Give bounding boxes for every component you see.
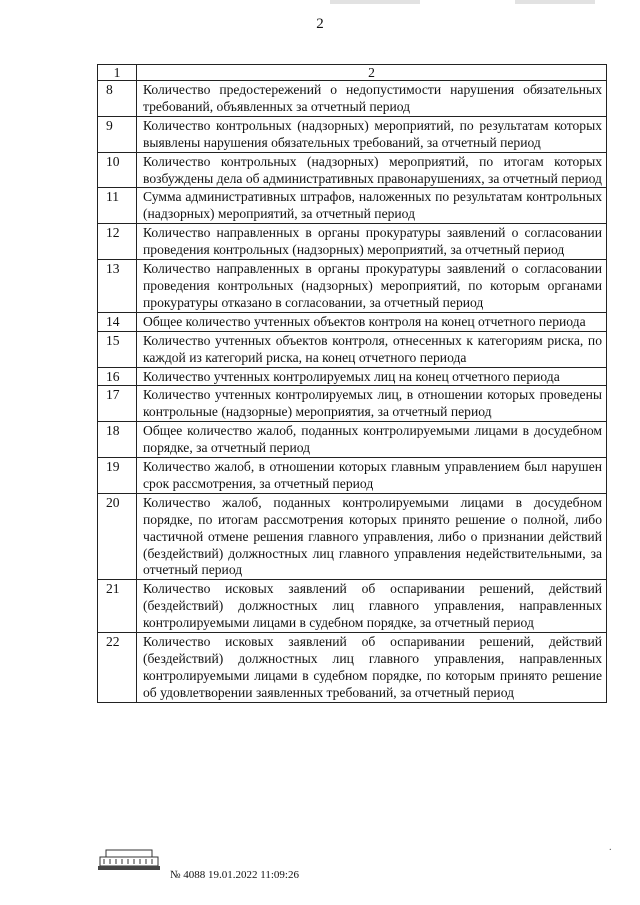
indicator-text: Количество учтенных контролируемых лиц на конец отчетного периода	[137, 367, 607, 386]
indicator-text: Общее количество учтенных объектов контроля на конец отчетного периода	[137, 312, 607, 331]
row-number: 19	[98, 458, 137, 494]
row-number: 17	[98, 386, 137, 422]
row-number: 20	[98, 493, 137, 580]
header-col-2: 2	[137, 65, 607, 81]
table-row	[98, 81, 607, 117]
table-header-row	[98, 65, 607, 81]
row-number: 13	[98, 260, 137, 313]
table-row	[98, 260, 607, 313]
document-registration-code: № 4088 19.01.2022 11:09:26	[170, 869, 299, 881]
indicator-text: Количество предостережений о недопустимости нарушения обязательных требований, объявленных за отчетный период	[137, 81, 607, 117]
table-row	[98, 422, 607, 458]
header-col-1: 1	[98, 65, 137, 81]
row-number: 22	[98, 633, 137, 703]
row-number: 12	[98, 224, 137, 260]
row-number: 18	[98, 422, 137, 458]
indicator-text: Сумма административных штрафов, наложенных по результатам контрольных (надзорных) мероприятий, за отчетный период	[137, 188, 607, 224]
indicator-text: Количество учтенных контролируемых лиц, в отношении которых проведены контрольные (надзорные) мероприятия, за отчетный период	[137, 386, 607, 422]
indicator-text: Количество исковых заявлений об оспаривании решений, действий (бездействий) должностных лиц главного управления, направленных контролируемыми лицами в судебном порядке, по которым принято решение об удовлетворении заявленных требований, за отчетный период	[137, 633, 607, 703]
table-row	[98, 458, 607, 494]
indicator-text: Количество жалоб, поданных контролируемыми лицами в досудебном порядке, по итогам рассмотрения которых принято решение о полной, либо частичной отмене решения главного управления, либо о признании действий (бездействий) должностных лиц главного управления недействительными, за отчетный период	[137, 493, 607, 580]
row-number: 10	[98, 152, 137, 188]
scan-artifact	[330, 0, 420, 4]
indicator-text: Количество направленных в органы прокуратуры заявлений о согласовании проведения контрольных (надзорных) мероприятий, за отчетный период	[137, 224, 607, 260]
row-number: 11	[98, 188, 137, 224]
indicator-text: Общее количество жалоб, поданных контролируемыми лицами в досудебном порядке, за отчетный период	[137, 422, 607, 458]
registration-stamp-icon	[96, 846, 162, 872]
indicator-text: Количество учтенных объектов контроля, отнесенных к категориям риска, по каждой из категорий риска, на конец отчетного периода	[137, 331, 607, 367]
row-number: 21	[98, 580, 137, 633]
scan-artifact	[515, 0, 595, 4]
table-row	[98, 493, 607, 580]
row-number: 14	[98, 312, 137, 331]
table-row	[98, 188, 607, 224]
table-row	[98, 116, 607, 152]
table-row	[98, 386, 607, 422]
indicator-text: Количество направленных в органы прокуратуры заявлений о согласовании проведения контрольных (надзорных) мероприятий, по которым органами прокуратуры отказано в согласовании, за отчетный период	[137, 260, 607, 313]
indicator-text: Количество исковых заявлений об оспаривании решений, действий (бездействий) должностных лиц главного управления, направленных контролируемыми лицами в судебном порядке, за отчетный период	[137, 580, 607, 633]
table-row	[98, 312, 607, 331]
indicator-text: Количество жалоб, в отношении которых главным управлением был нарушен срок рассмотрения, за отчетный период	[137, 458, 607, 494]
row-number: 15	[98, 331, 137, 367]
table-row	[98, 331, 607, 367]
row-number: 16	[98, 367, 137, 386]
table-row	[98, 580, 607, 633]
row-number: 9	[98, 116, 137, 152]
corner-mark: ·	[608, 845, 612, 856]
table-row	[98, 152, 607, 188]
table-row	[98, 224, 607, 260]
indicator-text: Количество контрольных (надзорных) мероприятий, по итогам которых возбуждены дела об административных правонарушениях, за отчетный период	[137, 152, 607, 188]
indicator-text: Количество контрольных (надзорных) мероприятий, по результатам которых выявлены нарушения обязательных требований, за отчетный период	[137, 116, 607, 152]
indicators-table	[97, 64, 607, 703]
table-row	[98, 367, 607, 386]
row-number: 8	[98, 81, 137, 117]
table-row	[98, 633, 607, 703]
table-body	[98, 81, 607, 703]
page-number: 2	[316, 16, 324, 32]
